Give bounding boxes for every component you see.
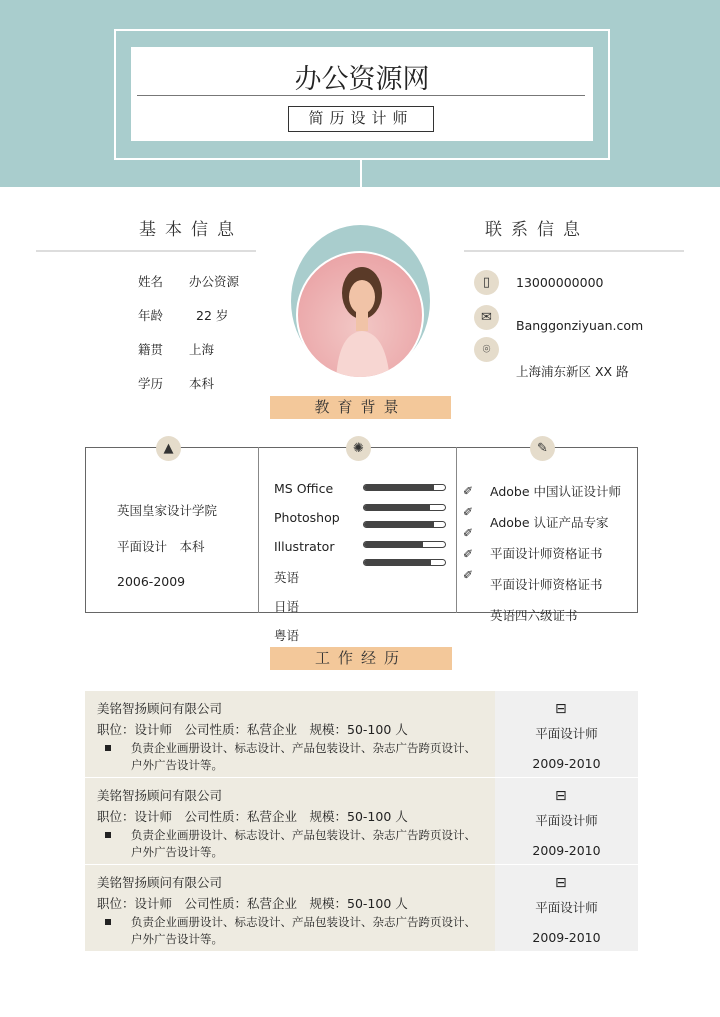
- phone-icon: ▯: [474, 270, 499, 295]
- diploma-icon: ✐: [463, 484, 474, 498]
- job-description: 负责企业画册设计、标志设计、产品包装设计、杂志广告跨页设计、户外广告设计等。: [131, 828, 476, 859]
- work-heading: 工作经历: [270, 647, 452, 670]
- skill-level-bar: [363, 521, 446, 528]
- skill-level-bar: [363, 484, 446, 491]
- diploma-icon: ✐: [463, 547, 474, 561]
- phone-number: 13000000000: [516, 275, 604, 290]
- bullet-icon: [105, 832, 111, 838]
- job-entry: [85, 865, 638, 951]
- skill-name: Illustrator: [274, 539, 335, 554]
- briefcase-icon: ⊟: [555, 788, 567, 804]
- field-value: 上海: [189, 342, 215, 357]
- certificate: Adobe 中国认证设计师: [490, 484, 622, 499]
- briefcase-icon: ⊟: [555, 701, 567, 717]
- certificate: 英语四六级证书: [490, 608, 578, 623]
- field-label: 学历: [138, 376, 164, 391]
- connector-line: [360, 160, 362, 228]
- job-meta: 职位：设计师 公司性质：私营企业 规模：50-100 人: [97, 896, 408, 911]
- job-meta: 职位：设计师 公司性质：私营企业 规模：50-100 人: [97, 722, 408, 737]
- field-value: 22 岁: [196, 308, 229, 323]
- diploma-icon: ✐: [463, 568, 474, 582]
- job-role: 平面设计师: [535, 813, 598, 828]
- mail-icon: ✉: [474, 305, 499, 330]
- divider: [258, 447, 259, 613]
- skill-name: MS Office: [274, 481, 334, 496]
- diploma-icon: ✎: [530, 436, 555, 461]
- major: 平面设计 本科: [117, 539, 205, 554]
- field-label: 籍贯: [138, 342, 164, 357]
- lightbulb-icon: ✺: [346, 436, 371, 461]
- basic-info-heading: 基本信息: [139, 220, 243, 240]
- location-icon: ⌾: [474, 337, 499, 362]
- divider: [464, 250, 684, 252]
- briefcase-icon: ⊟: [555, 875, 567, 891]
- email: Banggonziyuan.com: [516, 318, 644, 333]
- company: 美铭智扬顾问有限公司: [97, 875, 223, 890]
- job-description: 负责企业画册设计、标志设计、产品包装设计、杂志广告跨页设计、户外广告设计等。: [131, 741, 476, 772]
- person-illustration: [298, 253, 424, 379]
- job-entry: [85, 778, 638, 864]
- field-label: 年龄: [138, 308, 164, 323]
- skill-level-fill: [364, 505, 430, 510]
- job-meta: 职位：设计师 公司性质：私营企业 规模：50-100 人: [97, 809, 408, 824]
- job-years: 2009-2010: [532, 843, 601, 858]
- job-role: 平面设计师: [535, 726, 598, 741]
- address: 上海浦东新区 XX 路: [516, 364, 629, 379]
- skill-level-fill: [364, 522, 434, 527]
- contact-heading: 联系信息: [485, 220, 589, 240]
- edu-years: 2006-2009: [117, 574, 186, 589]
- job-role: 平面设计师: [535, 900, 598, 915]
- skill-level-bar: [363, 559, 446, 566]
- certificate: 平面设计师资格证书: [490, 577, 603, 592]
- subtitle: 简历设计师: [288, 106, 434, 132]
- skill-name: 英语: [274, 570, 300, 585]
- skill-level-fill: [364, 560, 431, 565]
- job-entry: [85, 691, 638, 777]
- skill-level-fill: [364, 485, 434, 490]
- diploma-icon: ✐: [463, 526, 474, 540]
- skill-name: 日语: [274, 599, 300, 614]
- school: 英国皇家设计学院: [117, 503, 218, 518]
- skill-name: Photoshop: [274, 510, 340, 525]
- title-box: [131, 47, 593, 141]
- skill-level-bar: [363, 504, 446, 511]
- page-title: 办公资源网: [294, 64, 430, 95]
- certificate: 平面设计师资格证书: [490, 546, 603, 561]
- field-value: 本科: [189, 376, 215, 391]
- field-label: 姓名: [138, 274, 164, 289]
- bullet-icon: [105, 919, 111, 925]
- skill-name: 粤语: [274, 628, 300, 643]
- skill-level-fill: [364, 542, 423, 547]
- diploma-icon: ✐: [463, 505, 474, 519]
- divider: [456, 447, 457, 613]
- bullet-icon: [105, 745, 111, 751]
- job-description: 负责企业画册设计、标志设计、产品包装设计、杂志广告跨页设计、户外广告设计等。: [131, 915, 476, 946]
- field-value: 办公资源: [189, 274, 240, 289]
- divider: [36, 250, 256, 252]
- company: 美铭智扬顾问有限公司: [97, 701, 223, 716]
- company: 美铭智扬顾问有限公司: [97, 788, 223, 803]
- title-divider: [137, 95, 585, 96]
- graduation-cap-icon: ▲: [156, 436, 181, 461]
- job-years: 2009-2010: [532, 930, 601, 945]
- education-heading: 教育背景: [270, 396, 451, 419]
- job-years: 2009-2010: [532, 756, 601, 771]
- avatar-photo: [296, 251, 424, 379]
- certificate: Adobe 认证产品专家: [490, 515, 609, 530]
- skill-level-bar: [363, 541, 446, 548]
